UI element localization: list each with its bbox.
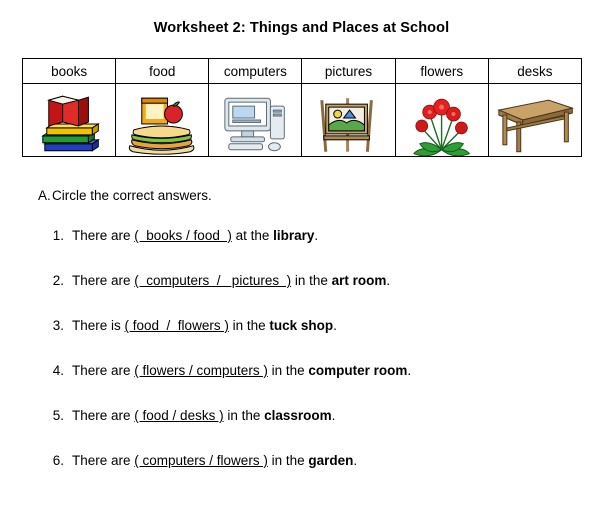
question-place: classroom [264, 408, 332, 423]
question-text [72, 453, 357, 468]
question-place: tuck shop [269, 318, 334, 333]
table-header-row [23, 59, 582, 84]
stack-of-books-image [23, 84, 115, 156]
question-before: There are [72, 273, 135, 288]
question-end: . [333, 318, 337, 333]
table-cell-pictures [302, 84, 395, 157]
question-number: 5. [52, 408, 64, 423]
answer-choices[interactable]: ( food / flowers ) [124, 318, 229, 333]
answer-choices[interactable]: ( flowers / computers ) [134, 363, 268, 378]
question-middle: in the [228, 318, 270, 333]
question-before: There are [72, 408, 135, 423]
question-end: . [331, 408, 336, 423]
question-place: library [273, 228, 315, 243]
answer-choices[interactable]: ( books / food ) [134, 228, 232, 243]
easel-painting-image [302, 84, 394, 156]
question-place: garden [308, 453, 354, 468]
desktop-computer-image [209, 84, 301, 156]
table-image-row [23, 84, 582, 157]
answer-choices[interactable]: ( computers / pictures ) [134, 273, 292, 288]
question-text [72, 318, 337, 333]
instruction-line [38, 188, 212, 203]
question-row-1 [38, 228, 578, 273]
table-cell-flowers [395, 84, 488, 157]
table-cell-computers [209, 84, 302, 157]
question-end: . [407, 363, 412, 378]
question-middle: at the [231, 228, 274, 243]
question-row-6 [38, 453, 578, 498]
question-number: 3. [52, 318, 64, 333]
table-cell-desks [488, 84, 581, 157]
question-end: . [386, 273, 391, 288]
page-title: Worksheet 2: Things and Places at School [153, 20, 450, 36]
table-cell-food [116, 84, 209, 157]
question-number: 4. [52, 363, 64, 378]
lunch-food-image [116, 84, 208, 156]
question-number: 2. [52, 273, 64, 288]
vocabulary-picture-table [22, 58, 582, 157]
answer-choices[interactable]: ( computers / flowers ) [134, 453, 268, 468]
instruction-text: Circle the correct answers. [52, 188, 212, 203]
question-before: There are [72, 228, 135, 243]
table-header-desks: desks [488, 59, 581, 84]
question-middle: in the [267, 453, 309, 468]
question-before: There is [72, 318, 125, 333]
table-header-flowers: flowers [395, 59, 488, 84]
red-flowers-image [396, 84, 488, 156]
question-text [72, 408, 335, 423]
table-header-books: books [23, 59, 116, 84]
question-text [72, 228, 318, 243]
answer-choices[interactable]: ( food / desks ) [134, 408, 224, 423]
question-before: There are [72, 453, 135, 468]
question-list [38, 228, 578, 498]
table-header-food: food [116, 59, 209, 84]
question-place: art room [331, 273, 387, 288]
question-text [72, 273, 390, 288]
question-before: There are [72, 363, 135, 378]
question-place: computer room [308, 363, 408, 378]
question-end: . [353, 453, 358, 468]
question-middle: in the [223, 408, 265, 423]
table-cell-books [23, 84, 116, 157]
instruction-letter: A. [38, 188, 51, 203]
question-end: . [314, 228, 319, 243]
question-text [72, 363, 411, 378]
question-row-3 [38, 318, 578, 363]
question-row-4 [38, 363, 578, 408]
table-header-computers: computers [209, 59, 302, 84]
question-middle: in the [291, 273, 332, 288]
question-middle: in the [267, 363, 309, 378]
question-number: 1. [52, 228, 64, 243]
question-row-2 [38, 273, 578, 318]
question-number: 6. [52, 453, 64, 468]
table-header-pictures: pictures [302, 59, 395, 84]
wooden-desk-image [489, 84, 581, 156]
question-row-5 [38, 408, 578, 453]
